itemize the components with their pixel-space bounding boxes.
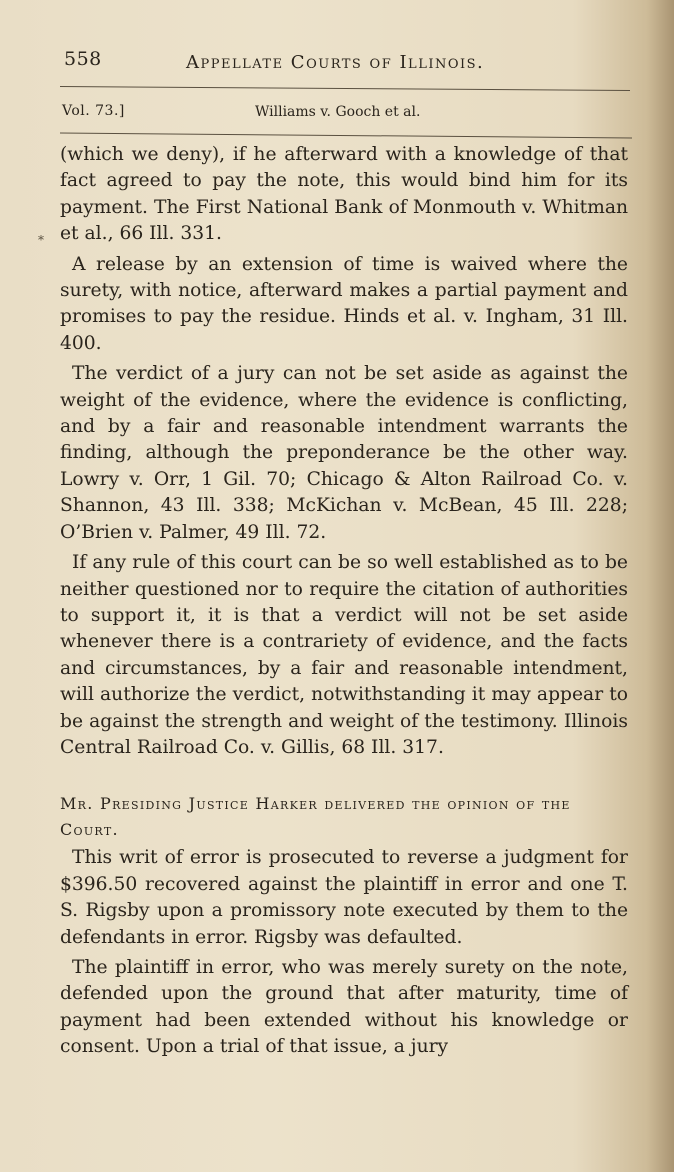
body-paragraph: A release by an extension of time is waived where the surety, with notice, afterward makes a partial payment and promises to pay the residue. Hinds et al. v. Ingham, 31 Ill. 400. bbox=[60, 253, 628, 354]
header-rule-bottom bbox=[60, 133, 632, 139]
page-header bbox=[64, 48, 624, 78]
running-title: Appellate Courts of Illinois. bbox=[186, 52, 485, 73]
case-header bbox=[62, 103, 622, 127]
opinion-paragraph: This writ of error is prosecuted to reverse a judgment for $396.50 recovered against the plaintiff in error and one T. S. Rigsby upon a promissory note executed by them to the defendants in error. Rigsby was defaulted. bbox=[60, 847, 628, 948]
margin-mark: * bbox=[38, 233, 44, 247]
body-paragraph: (which we deny), if he afterward with a knowledge of that fact agreed to pay the note, this would bind him for its payment. The First National Bank of Monmouth v. Whitman et al., 66 Ill. 331. bbox=[60, 144, 628, 245]
page-body bbox=[60, 142, 628, 1065]
case-title: Williams v. Gooch et al. bbox=[255, 104, 421, 120]
opinion-heading: Mr. Presiding Justice Harker delivered the opinion of the Court. bbox=[60, 794, 571, 840]
body-paragraph: The verdict of a jury can not be set aside as against the weight of the evidence, where the evidence is conflicting, and by a fair and reasonable intendment warrants the finding, although the preponderance be the other way. Lowry v. Orr, 1 Gil. 70; Chicago & Alton Railroad Co. v. Shannon, 43 Ill. 338; McKichan v. McBean, 45 Ill. 228; O’Brien v. Palmer, 49 Ill. 72. bbox=[60, 363, 628, 543]
body-paragraph: If any rule of this court can be so well established as to be neither questioned nor to require the citation of authorities to support it, it is that a verdict will not be set aside whenever there is a contrariety of evidence, and the facts and circumstances, by a fair and reasonable intendment, will authorize the verdict, notwithstanding it may appear to be against the strength and weight of the testimony. Illinois Central Railroad Co. v. Gillis, 68 Ill. 317. bbox=[60, 552, 628, 758]
section-gap bbox=[60, 765, 628, 791]
header-rule-top bbox=[60, 86, 630, 91]
volume-label: Vol. 73.] bbox=[62, 103, 125, 119]
opinion-paragraph: The plaintiff in error, who was merely surety on the note, defended upon the ground that after maturity, time of payment had been extended without his knowledge or consent. Upon a trial of that issue, a jury bbox=[60, 956, 628, 1058]
page-number: 558 bbox=[64, 48, 102, 70]
